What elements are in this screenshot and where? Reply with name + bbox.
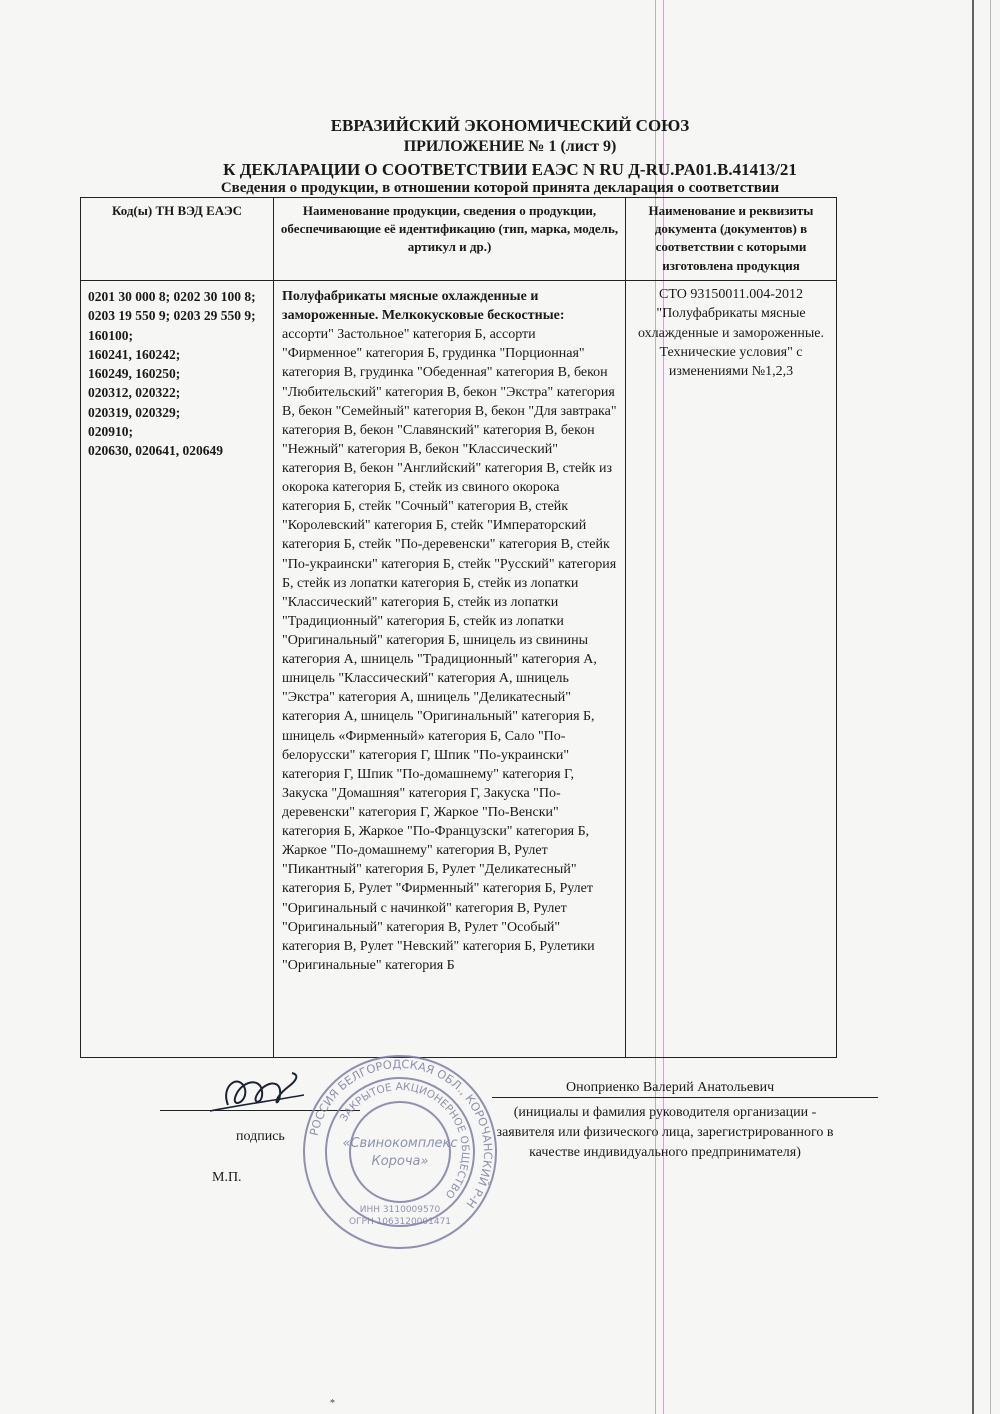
svg-text:РОССИЯ БЕЛГОРОДСКАЯ ОБЛ., КОРО: РОССИЯ БЕЛГОРОДСКАЯ ОБЛ., КОРОЧАНСКИЙ Р-Н <box>306 1056 496 1211</box>
signer-caption: (инициалы и фамилия руководителя организации - заявителя или физического лица, зарегистрированного в качестве индивидуального предпринимателя) <box>496 1105 834 1160</box>
code-line: 020910; <box>88 424 133 440</box>
code-line: 160100; <box>88 327 133 343</box>
product-description-body: ассорти" Застольное" категория Б, ассорти "Фирменное" категория Б, грудинка "Порционная" категория В, грудинка "Обеденная" категория В, бекон "Любительский" категория В, бекон "Экстра" категория В, бекон "Семейный" категория В, бекон "Для завтрака" категория В, бекон "Славянский" категория В, бекон "Нежный" категория В, бекон "Классический" категория В, бекон "Английский" категория В, стейк из окорока категория Б, стейк из свиного окорока категория Б, стейк "Сочный" категория В, стейк "Королевский" категория Б, стейк "Императорский категория Б, стейк "По-деревенски" категория В, стейк "По-украински" категория Б, стейк "Русский" категория Б, стейк из лопатки категория Б, стейк из лопатки "Классический" категория Б, стейк из лопатки "Традиционный" категория Б, стейк из лопатки "Оригинальный" категория Б, шницель из свинины категория А, шницель "Традиционный" категория А, шницель "Классический" категория А, шницель "Экстра" категория А, шницель "Деликатесный" категория А, шницель "Оригинальный" категория Б, шницель «Фирменный» категория Б, Сало "По-белорусски" категория Г, Шпик "По-украински" категория Г, Шпик "По-домашнему" категория Г, Закуска "Домашняя" категория Г, Закуска "По-деревенски" категория Г, Жаркое "По-Венски" категория Б, Жаркое "По-Французски" категория Б, Жаркое "По-домашнему" категория В, Рулет "Пикантный" категория Б, Рулет "Деликатесный" категория Б, Рулет "Фирменный" категория Б, Рулет "Оригинальный с начинкой" категория В, Рулет "Оригинальный" категория В, Рулет "Особый" категория В, Рулет "Невский" категория Б, Рулетики "Оригинальные" категория Б <box>282 327 617 973</box>
signer-name: Оноприенко Валерий Анатольевич <box>566 1080 775 1095</box>
tnved-codes-cell <box>81 281 274 1058</box>
scan-streak <box>972 0 974 1414</box>
signer-line <box>492 1097 878 1098</box>
signature-label: подпись <box>236 1129 285 1144</box>
declaration-title: К ДЕКЛАРАЦИИ О СООТВЕТСТВИИ ЕАЭС N RU Д-RU.PA01.B.41413/21 <box>223 160 797 179</box>
svg-text:ОГРН 1063120001471: ОГРН 1063120001471 <box>348 1217 452 1227</box>
code-line: 020312, 020322; <box>88 385 181 401</box>
product-table <box>80 197 837 1058</box>
scan-streak <box>990 0 991 1414</box>
code-line: 020319, 020329; <box>88 404 181 420</box>
svg-text:ИНН 3110009570: ИНН 3110009570 <box>359 1205 441 1215</box>
header-documents: Наименование и реквизиты документа (документов) в соответствии с которыми изготовлена продукция <box>626 198 837 281</box>
product-description-lead: Полуфабрикаты мясные охлажденные и замороженные. Мелкокусковые бескостные: <box>282 289 565 324</box>
products-caption: Сведения о продукции, в отношении которой принята декларация о соответствии <box>220 180 780 196</box>
svg-text:ЗАКРЫТОЕ АКЦИОНЕРНОЕ ОБЩЕСТВО: ЗАКРЫТОЕ АКЦИОНЕРНОЕ ОБЩЕСТВО <box>337 1080 472 1201</box>
product-description-cell <box>274 281 626 1058</box>
seal-place-label: М.П. <box>212 1170 242 1185</box>
page-mark: * <box>330 1398 335 1409</box>
svg-text:Короча»: Короча» <box>371 1154 429 1169</box>
code-line: 0203 19 550 9; 0203 29 550 9; <box>88 308 256 324</box>
code-line: 020630, 020641, 020649 <box>88 443 223 459</box>
code-line: 0201 30 000 8; 0202 30 100 8; <box>88 289 256 304</box>
union-title: ЕВРАЗИЙСКИЙ ЭКОНОМИЧЕСКИЙ СОЮЗ <box>330 116 690 135</box>
header-product-name: Наименование продукции, сведения о продукции, обеспечивающие её идентификацию (тип, марка, модель, артикул и др.) <box>274 198 626 281</box>
company-stamp <box>300 1052 500 1252</box>
signature-scribble <box>200 1065 310 1120</box>
table-row <box>81 281 837 1058</box>
svg-text:«Свинокомплекс: «Свинокомплекс <box>342 1136 458 1151</box>
appendix-title: ПРИЛОЖЕНИЕ № 1 (лист 9) <box>403 138 617 155</box>
code-line: 160249, 160250; <box>88 366 181 382</box>
table-header-row <box>81 198 837 281</box>
header-codes: Код(ы) ТН ВЭД ЕАЭС <box>81 198 274 281</box>
standard-document-cell: СТО 93150011.004-2012 "Полуфабрикаты мясные охлажденные и замороженные. Технические условия" с изменениями №1,2,3 <box>626 281 837 1058</box>
code-line: 160241, 160242; <box>88 346 181 362</box>
